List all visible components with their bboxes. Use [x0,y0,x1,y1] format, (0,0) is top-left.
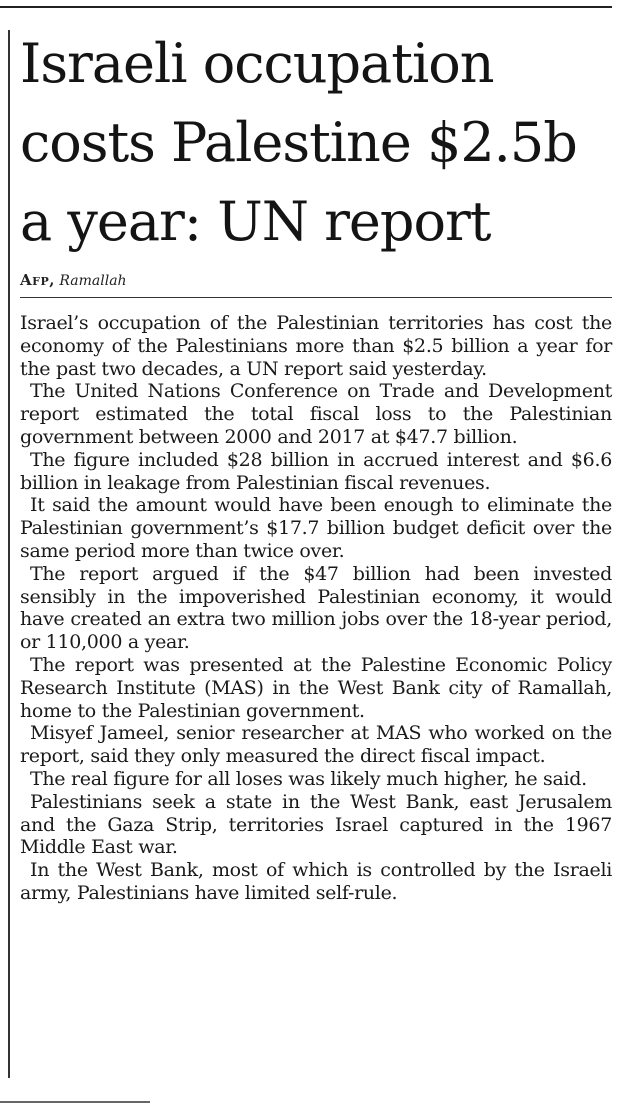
byline-divider [20,297,612,298]
paragraph: In the West Bank, most of which is controlled by the Israeli army, Palestinians have limited self-rule. [20,859,612,904]
bottom-rule [0,1101,150,1103]
paragraph: It said the amount would have been enough to eliminate the Palestinian government’s $17.7 billion budget deficit over the same period more than twice over. [20,494,612,562]
top-rule [0,6,612,8]
paragraph: The report argued if the $47 billion had been invested sensibly in the impoverished Palestinian economy, it would have created an extra two million jobs over the 18-year period, or 110,000 a year. [20,562,612,654]
paragraph: Misyef Jameel, senior researcher at MAS who worked on the report, said they only measured the direct fiscal impact. [20,722,612,768]
paragraph: Palestinians seek a state in the West Bank, east Jerusalem and the Gaza Strip, territories Israel captured in the 1967 Middle East war. [20,790,612,859]
paragraph: The report was presented at the Palestine Economic Policy Research Institute (MAS) in the West Bank city of Ramallah, home to the Palestinian government. [20,653,612,722]
paragraph: The United Nations Conference on Trade and Development report estimated the total fiscal loss to the Palestinian government between 2000 and 2017 at $47.7 billion. [20,380,612,448]
byline [20,269,612,291]
headline: Israeli occupation costs Palestine $2.5b a year: UN report [20,32,577,253]
byline-location: Ramallah [59,273,127,289]
left-column-rule [8,30,10,1078]
article-body [20,312,612,905]
paragraph: Israel’s occupation of the Palestinian territories has cost the economy of the Palestinians more than $2.5 billion a year for the past two decades, a UN report said yesterday. [20,312,612,380]
news-article [20,24,612,905]
paragraph: The real figure for all loses was likely much higher, he said. [30,767,587,790]
byline-agency: Afp, [20,271,55,289]
paragraph: The figure included $28 billion in accrued interest and $6.6 billion in leakage from Palestinian fiscal revenues. [20,448,612,494]
